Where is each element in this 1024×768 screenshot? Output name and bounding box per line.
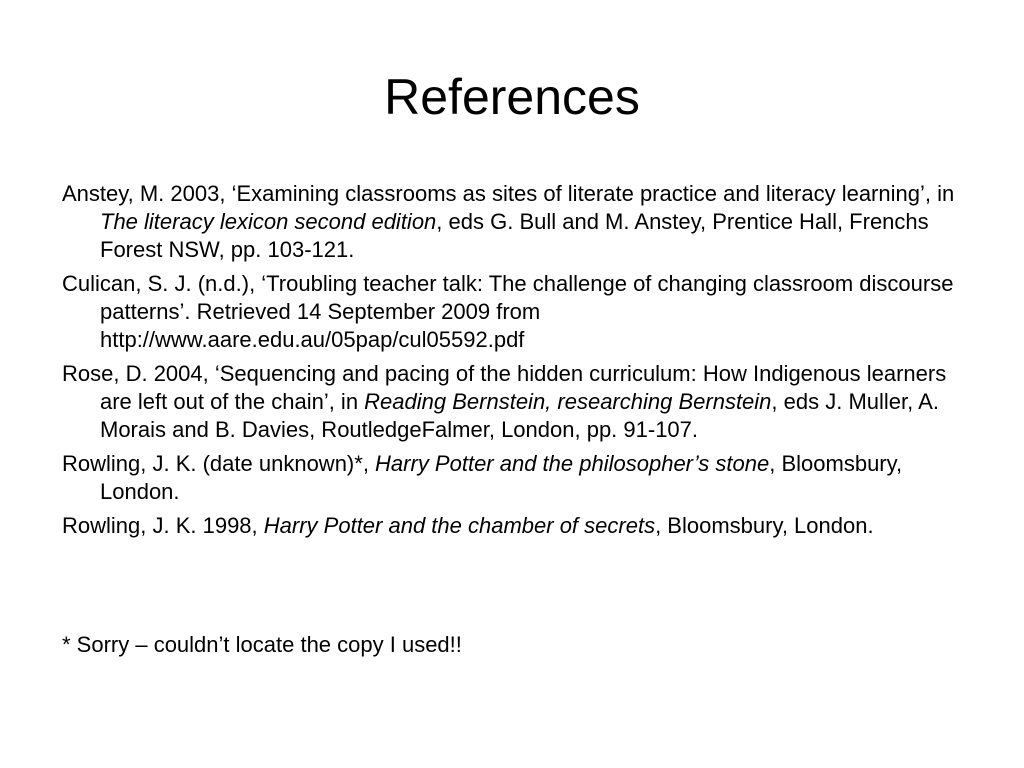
reference-title: The literacy lexicon second edition (100, 209, 437, 234)
footnote: * Sorry – couldn’t locate the copy I used!! (62, 632, 462, 657)
reference-text: Rowling, J. K. (date unknown)*, (62, 451, 376, 476)
reference-item (62, 270, 962, 354)
reference-text: , eds J. Muller, A. Morais and B. Davies, RoutledgeFalmer, London, pp. 91-107. (100, 389, 939, 442)
slide-title: References (384, 69, 640, 125)
reference-title: Harry Potter and the chamber of secrets (263, 513, 656, 538)
reference-text: Anstey, M. 2003, ‘Examining classrooms as sites of literate practice and literacy learning’, in (62, 181, 955, 206)
reference-item (62, 450, 962, 506)
reference-text: , Bloomsbury, London. (100, 451, 903, 504)
reference-text: , Bloomsbury, London. (655, 513, 874, 538)
reference-text: Culican, S. J. (n.d.), ‘Troubling teacher talk: The challenge of changing classroom discourse patterns’. Retrieved 14 September 2009 from http://www.aare.edu.au/05pap/cul05592.pdf (62, 271, 954, 352)
reference-list (62, 180, 962, 546)
reference-item (62, 180, 962, 264)
reference-text: Rose, D. 2004, ‘Sequencing and pacing of the hidden curriculum: How Indigenous learners are left out of the chain’, in (62, 361, 947, 414)
reference-item (62, 360, 962, 444)
reference-item (62, 512, 962, 540)
reference-text: Rowling, J. K. 1998, (62, 513, 264, 538)
reference-text: , eds G. Bull and M. Anstey, Prentice Hall, Frenchs Forest NSW, pp. 103-121. (100, 209, 929, 262)
reference-title: Harry Potter and the philosopher’s stone (375, 451, 770, 476)
reference-title: Reading Bernstein, researching Bernstein (364, 389, 772, 414)
